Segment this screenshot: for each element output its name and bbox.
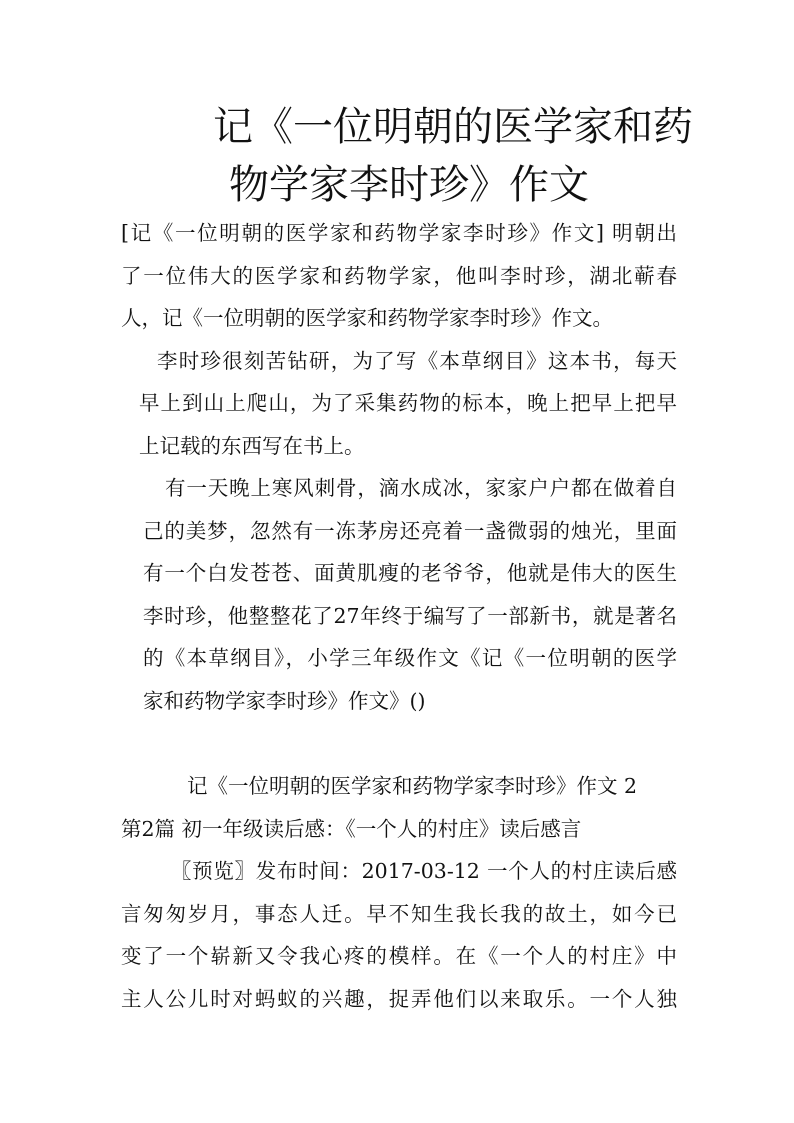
text-line: 〖预览〗发布时间：2017-03-12 一个人的村庄读后感 — [171, 859, 677, 883]
title-line-2: 物学家李时珍》作文 — [229, 162, 589, 208]
text-line: 李时珍很刻苦钻研，为了写《本草纲目》这本书，每天 — [157, 348, 677, 373]
text-line: 记《一位明朝的医学家和药物学家李时珍》作文 2 — [187, 774, 638, 798]
text-line: 言匆匆岁月，事态人迁。早不知生我长我的故土，如今已 — [121, 901, 677, 926]
paragraph-research — [121, 340, 677, 468]
text-line: 变了一个崭新又令我心疼的模样。在《一个人的村庄》中 — [121, 944, 677, 968]
text-line: 李时珍，他整整花了27年终于编写了一部新书，就是著名 — [143, 603, 677, 628]
paragraph-intro — [121, 212, 677, 340]
text-line: 早上到山上爬山，为了采集药物的标本，晚上把早上把早 — [139, 391, 677, 415]
title-line-1: 记《一位明朝的医学家和药 — [213, 104, 693, 150]
document-body — [121, 212, 677, 1020]
text-line: 第2篇 初一年级读后感：《一个人的村庄》读后感言 — [121, 816, 582, 841]
text-line: 上记载的东西写在书上。 — [139, 433, 365, 458]
section-2-heading-b — [121, 808, 677, 851]
text-line: 主人公儿时对蚂蚁的兴趣，捉弄他们以来取乐。一个人独 — [121, 986, 677, 1011]
paragraph-preview — [121, 850, 677, 1020]
text-line: 有一天晚上寒风刺骨，滴水成冰，家家户户都在做着自 — [165, 476, 677, 500]
text-line: 家和药物学家李时珍》作文》() — [143, 688, 426, 713]
text-line: 了一位伟大的医学家和药物学家，他叫李时珍，湖北蕲春 — [121, 263, 677, 288]
text-line: 有一个白发苍苍、面黄肌瘦的老爷爷，他就是伟大的医生 — [143, 561, 677, 585]
text-line: 人，记《一位明朝的医学家和药物学家李时珍》作文。 — [121, 306, 613, 330]
document-title — [0, 98, 794, 214]
text-line: 的《本草纲目》，小学三年级作文《记《一位明朝的医学 — [143, 646, 677, 670]
text-line: 己的美梦，忽然有一冻茅房还亮着一盏微弱的烛光，里面 — [143, 518, 677, 543]
text-line: [记《一位明朝的医学家和药物学家李时珍》作文] 明朝出 — [121, 221, 677, 245]
section-2-heading-a — [121, 765, 677, 808]
paragraph-night — [121, 467, 677, 722]
